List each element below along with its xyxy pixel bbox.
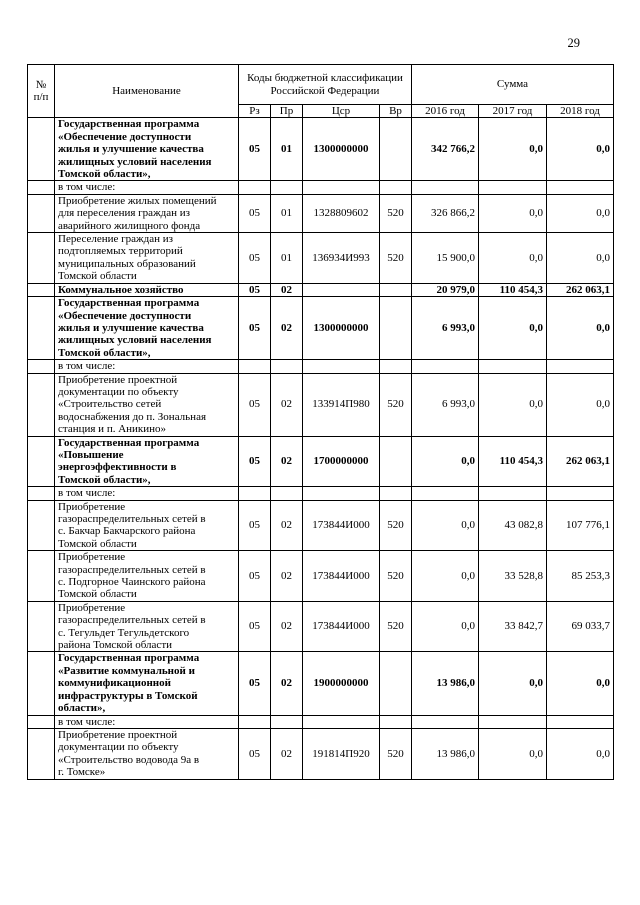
item-name-cell: Государственная программа «Развитие коммунальной и коммунификационной инфраструктуры в Томской области», <box>55 652 239 715</box>
row-number-cell <box>28 118 55 181</box>
item-name-cell: Приобретение жилых помещений для переселения граждан из аварийного жилищного фонда <box>55 194 239 232</box>
header-row-number: № п/п <box>28 65 55 118</box>
item-name-cell: Государственная программа «Повышение энергоэффективности в Томской области», <box>55 436 239 487</box>
sum-2016-cell <box>412 181 479 194</box>
sum-2016-cell: 13 986,0 <box>412 728 479 779</box>
pr-cell <box>271 715 303 728</box>
pr-cell: 01 <box>271 233 303 284</box>
item-name-cell: Приобретение газораспределительных сетей в с. Тегульдет Тегульдетского района Томской области <box>55 601 239 652</box>
vr-cell: 520 <box>380 728 412 779</box>
table-body <box>28 118 614 779</box>
row-number-cell <box>28 601 55 652</box>
rz-cell: 05 <box>239 551 271 602</box>
header-sum: Сумма <box>412 65 614 105</box>
row-number-cell <box>28 728 55 779</box>
sum-2018-cell: 0,0 <box>547 373 614 436</box>
sum-2016-cell: 6 993,0 <box>412 373 479 436</box>
item-name-cell: в том числе: <box>55 487 239 500</box>
header-name: Наименование <box>55 65 239 118</box>
rz-cell: 05 <box>239 233 271 284</box>
budget-table <box>27 64 614 780</box>
pr-cell: 01 <box>271 118 303 181</box>
vr-cell: 520 <box>380 233 412 284</box>
vr-cell <box>380 181 412 194</box>
table-row <box>28 233 614 284</box>
sum-2018-cell: 262 063,1 <box>547 436 614 487</box>
sum-2018-cell: 85 253,3 <box>547 551 614 602</box>
sum-2016-cell: 6 993,0 <box>412 297 479 360</box>
table-row <box>28 297 614 360</box>
row-number-cell <box>28 233 55 284</box>
csr-cell: 191814П920 <box>303 728 380 779</box>
sum-2018-cell: 0,0 <box>547 194 614 232</box>
table-row <box>28 715 614 728</box>
pr-cell: 01 <box>271 194 303 232</box>
csr-cell <box>303 487 380 500</box>
rz-cell <box>239 487 271 500</box>
rz-cell: 05 <box>239 118 271 181</box>
table-row <box>28 500 614 551</box>
vr-cell <box>380 487 412 500</box>
csr-cell: 173844И000 <box>303 551 380 602</box>
csr-cell <box>303 360 380 373</box>
sum-2016-cell <box>412 715 479 728</box>
sum-2016-cell: 15 900,0 <box>412 233 479 284</box>
page-number: 29 <box>567 36 580 50</box>
csr-cell: 1300000000 <box>303 297 380 360</box>
table-row <box>28 283 614 296</box>
sum-2017-cell: 33 528,8 <box>479 551 547 602</box>
vr-cell: 520 <box>380 551 412 602</box>
csr-cell: 1900000000 <box>303 652 380 715</box>
item-name-cell: Государственная программа «Обеспечение доступности жилья и улучшение качества жилищных условий населения Томской области», <box>55 118 239 181</box>
csr-cell: 1328809602 <box>303 194 380 232</box>
pr-cell <box>271 487 303 500</box>
sum-2016-cell: 0,0 <box>412 500 479 551</box>
pr-cell: 02 <box>271 601 303 652</box>
rz-cell: 05 <box>239 436 271 487</box>
sum-2018-cell: 0,0 <box>547 728 614 779</box>
pr-cell: 02 <box>271 297 303 360</box>
header-csr: Цср <box>303 105 380 118</box>
item-name-cell: в том числе: <box>55 181 239 194</box>
csr-cell: 136934И993 <box>303 233 380 284</box>
pr-cell: 02 <box>271 652 303 715</box>
item-name-cell: в том числе: <box>55 360 239 373</box>
sum-2016-cell: 0,0 <box>412 436 479 487</box>
sum-2016-cell <box>412 360 479 373</box>
sum-2016-cell: 342 766,2 <box>412 118 479 181</box>
vr-cell <box>380 297 412 360</box>
table-row <box>28 360 614 373</box>
pr-cell: 02 <box>271 373 303 436</box>
rz-cell: 05 <box>239 728 271 779</box>
vr-cell <box>380 118 412 181</box>
sum-2018-cell <box>547 487 614 500</box>
sum-2018-cell: 0,0 <box>547 652 614 715</box>
sum-2017-cell: 0,0 <box>479 194 547 232</box>
csr-cell <box>303 715 380 728</box>
sum-2018-cell: 0,0 <box>547 297 614 360</box>
table-row <box>28 728 614 779</box>
row-number-cell <box>28 373 55 436</box>
rz-cell: 05 <box>239 283 271 296</box>
vr-cell: 520 <box>380 194 412 232</box>
table-row <box>28 373 614 436</box>
rz-cell <box>239 360 271 373</box>
item-name-cell: Приобретение проектной документации по объекту «Строительство водовода 9а в г. Томске» <box>55 728 239 779</box>
vr-cell <box>380 283 412 296</box>
row-number-cell <box>28 715 55 728</box>
table-row <box>28 652 614 715</box>
item-name-cell: Государственная программа «Обеспечение доступности жилья и улучшение качества жилищных условий населения Томской области», <box>55 297 239 360</box>
header-2018: 2018 год <box>547 105 614 118</box>
pr-cell <box>271 181 303 194</box>
rz-cell: 05 <box>239 297 271 360</box>
csr-cell <box>303 181 380 194</box>
row-number-cell <box>28 194 55 232</box>
rz-cell <box>239 715 271 728</box>
sum-2017-cell <box>479 360 547 373</box>
sum-2017-cell: 43 082,8 <box>479 500 547 551</box>
sum-2016-cell: 0,0 <box>412 551 479 602</box>
sum-2018-cell: 69 033,7 <box>547 601 614 652</box>
sum-2017-cell <box>479 715 547 728</box>
vr-cell <box>380 360 412 373</box>
sum-2017-cell: 0,0 <box>479 118 547 181</box>
vr-cell: 520 <box>380 500 412 551</box>
rz-cell <box>239 181 271 194</box>
sum-2017-cell: 0,0 <box>479 297 547 360</box>
table-row <box>28 601 614 652</box>
sum-2018-cell: 0,0 <box>547 118 614 181</box>
csr-cell: 173844И000 <box>303 601 380 652</box>
sum-2016-cell: 13 986,0 <box>412 652 479 715</box>
item-name-cell: Коммунальное хозяйство <box>55 283 239 296</box>
header-vr: Вр <box>380 105 412 118</box>
row-number-cell <box>28 436 55 487</box>
vr-cell <box>380 715 412 728</box>
item-name-cell: Приобретение газораспределительных сетей в с. Бакчар Бакчарского района Томской области <box>55 500 239 551</box>
row-number-cell <box>28 652 55 715</box>
item-name-cell: в том числе: <box>55 715 239 728</box>
table-row <box>28 194 614 232</box>
csr-cell: 173844И000 <box>303 500 380 551</box>
header-pr: Пр <box>271 105 303 118</box>
sum-2017-cell: 110 454,3 <box>479 283 547 296</box>
row-number-cell <box>28 487 55 500</box>
sum-2018-cell <box>547 181 614 194</box>
sum-2016-cell: 0,0 <box>412 601 479 652</box>
rz-cell: 05 <box>239 500 271 551</box>
pr-cell: 02 <box>271 436 303 487</box>
table-row <box>28 487 614 500</box>
item-name-cell: Приобретение газораспределительных сетей в с. Подгорное Чаинского района Томской области <box>55 551 239 602</box>
table-row <box>28 118 614 181</box>
row-number-cell <box>28 181 55 194</box>
sum-2016-cell <box>412 487 479 500</box>
sum-2018-cell <box>547 715 614 728</box>
vr-cell: 520 <box>380 601 412 652</box>
rz-cell: 05 <box>239 373 271 436</box>
row-number-cell <box>28 500 55 551</box>
csr-cell: 1700000000 <box>303 436 380 487</box>
header-rz: Рз <box>239 105 271 118</box>
pr-cell: 02 <box>271 728 303 779</box>
sum-2017-cell <box>479 181 547 194</box>
sum-2018-cell: 0,0 <box>547 233 614 284</box>
header-2016: 2016 год <box>412 105 479 118</box>
table-row <box>28 551 614 602</box>
rz-cell: 05 <box>239 194 271 232</box>
sum-2018-cell: 107 776,1 <box>547 500 614 551</box>
table-row <box>28 436 614 487</box>
sum-2017-cell: 110 454,3 <box>479 436 547 487</box>
item-name-cell: Приобретение проектной документации по объекту «Строительство сетей водоснабжения до п. Зональная станция и п. Аникино» <box>55 373 239 436</box>
sum-2017-cell: 0,0 <box>479 652 547 715</box>
row-number-cell <box>28 297 55 360</box>
csr-cell <box>303 283 380 296</box>
sum-2017-cell <box>479 487 547 500</box>
pr-cell: 02 <box>271 551 303 602</box>
pr-cell: 02 <box>271 500 303 551</box>
sum-2017-cell: 0,0 <box>479 373 547 436</box>
csr-cell: 1300000000 <box>303 118 380 181</box>
rz-cell: 05 <box>239 601 271 652</box>
table-row <box>28 181 614 194</box>
csr-cell: 133914П980 <box>303 373 380 436</box>
sum-2018-cell: 262 063,1 <box>547 283 614 296</box>
rz-cell: 05 <box>239 652 271 715</box>
pr-cell <box>271 360 303 373</box>
pr-cell: 02 <box>271 283 303 296</box>
sum-2018-cell <box>547 360 614 373</box>
vr-cell: 520 <box>380 373 412 436</box>
vr-cell <box>380 436 412 487</box>
sum-2017-cell: 33 842,7 <box>479 601 547 652</box>
row-number-cell <box>28 283 55 296</box>
item-name-cell: Переселение граждан из подтопляемых территорий муниципальных образований Томской области <box>55 233 239 284</box>
sum-2016-cell: 326 866,2 <box>412 194 479 232</box>
vr-cell <box>380 652 412 715</box>
header-budget-codes: Коды бюджетной классификации Российской Федерации <box>239 65 412 105</box>
row-number-cell <box>28 360 55 373</box>
sum-2017-cell: 0,0 <box>479 233 547 284</box>
sum-2017-cell: 0,0 <box>479 728 547 779</box>
header-2017: 2017 год <box>479 105 547 118</box>
row-number-cell <box>28 551 55 602</box>
sum-2016-cell: 20 979,0 <box>412 283 479 296</box>
